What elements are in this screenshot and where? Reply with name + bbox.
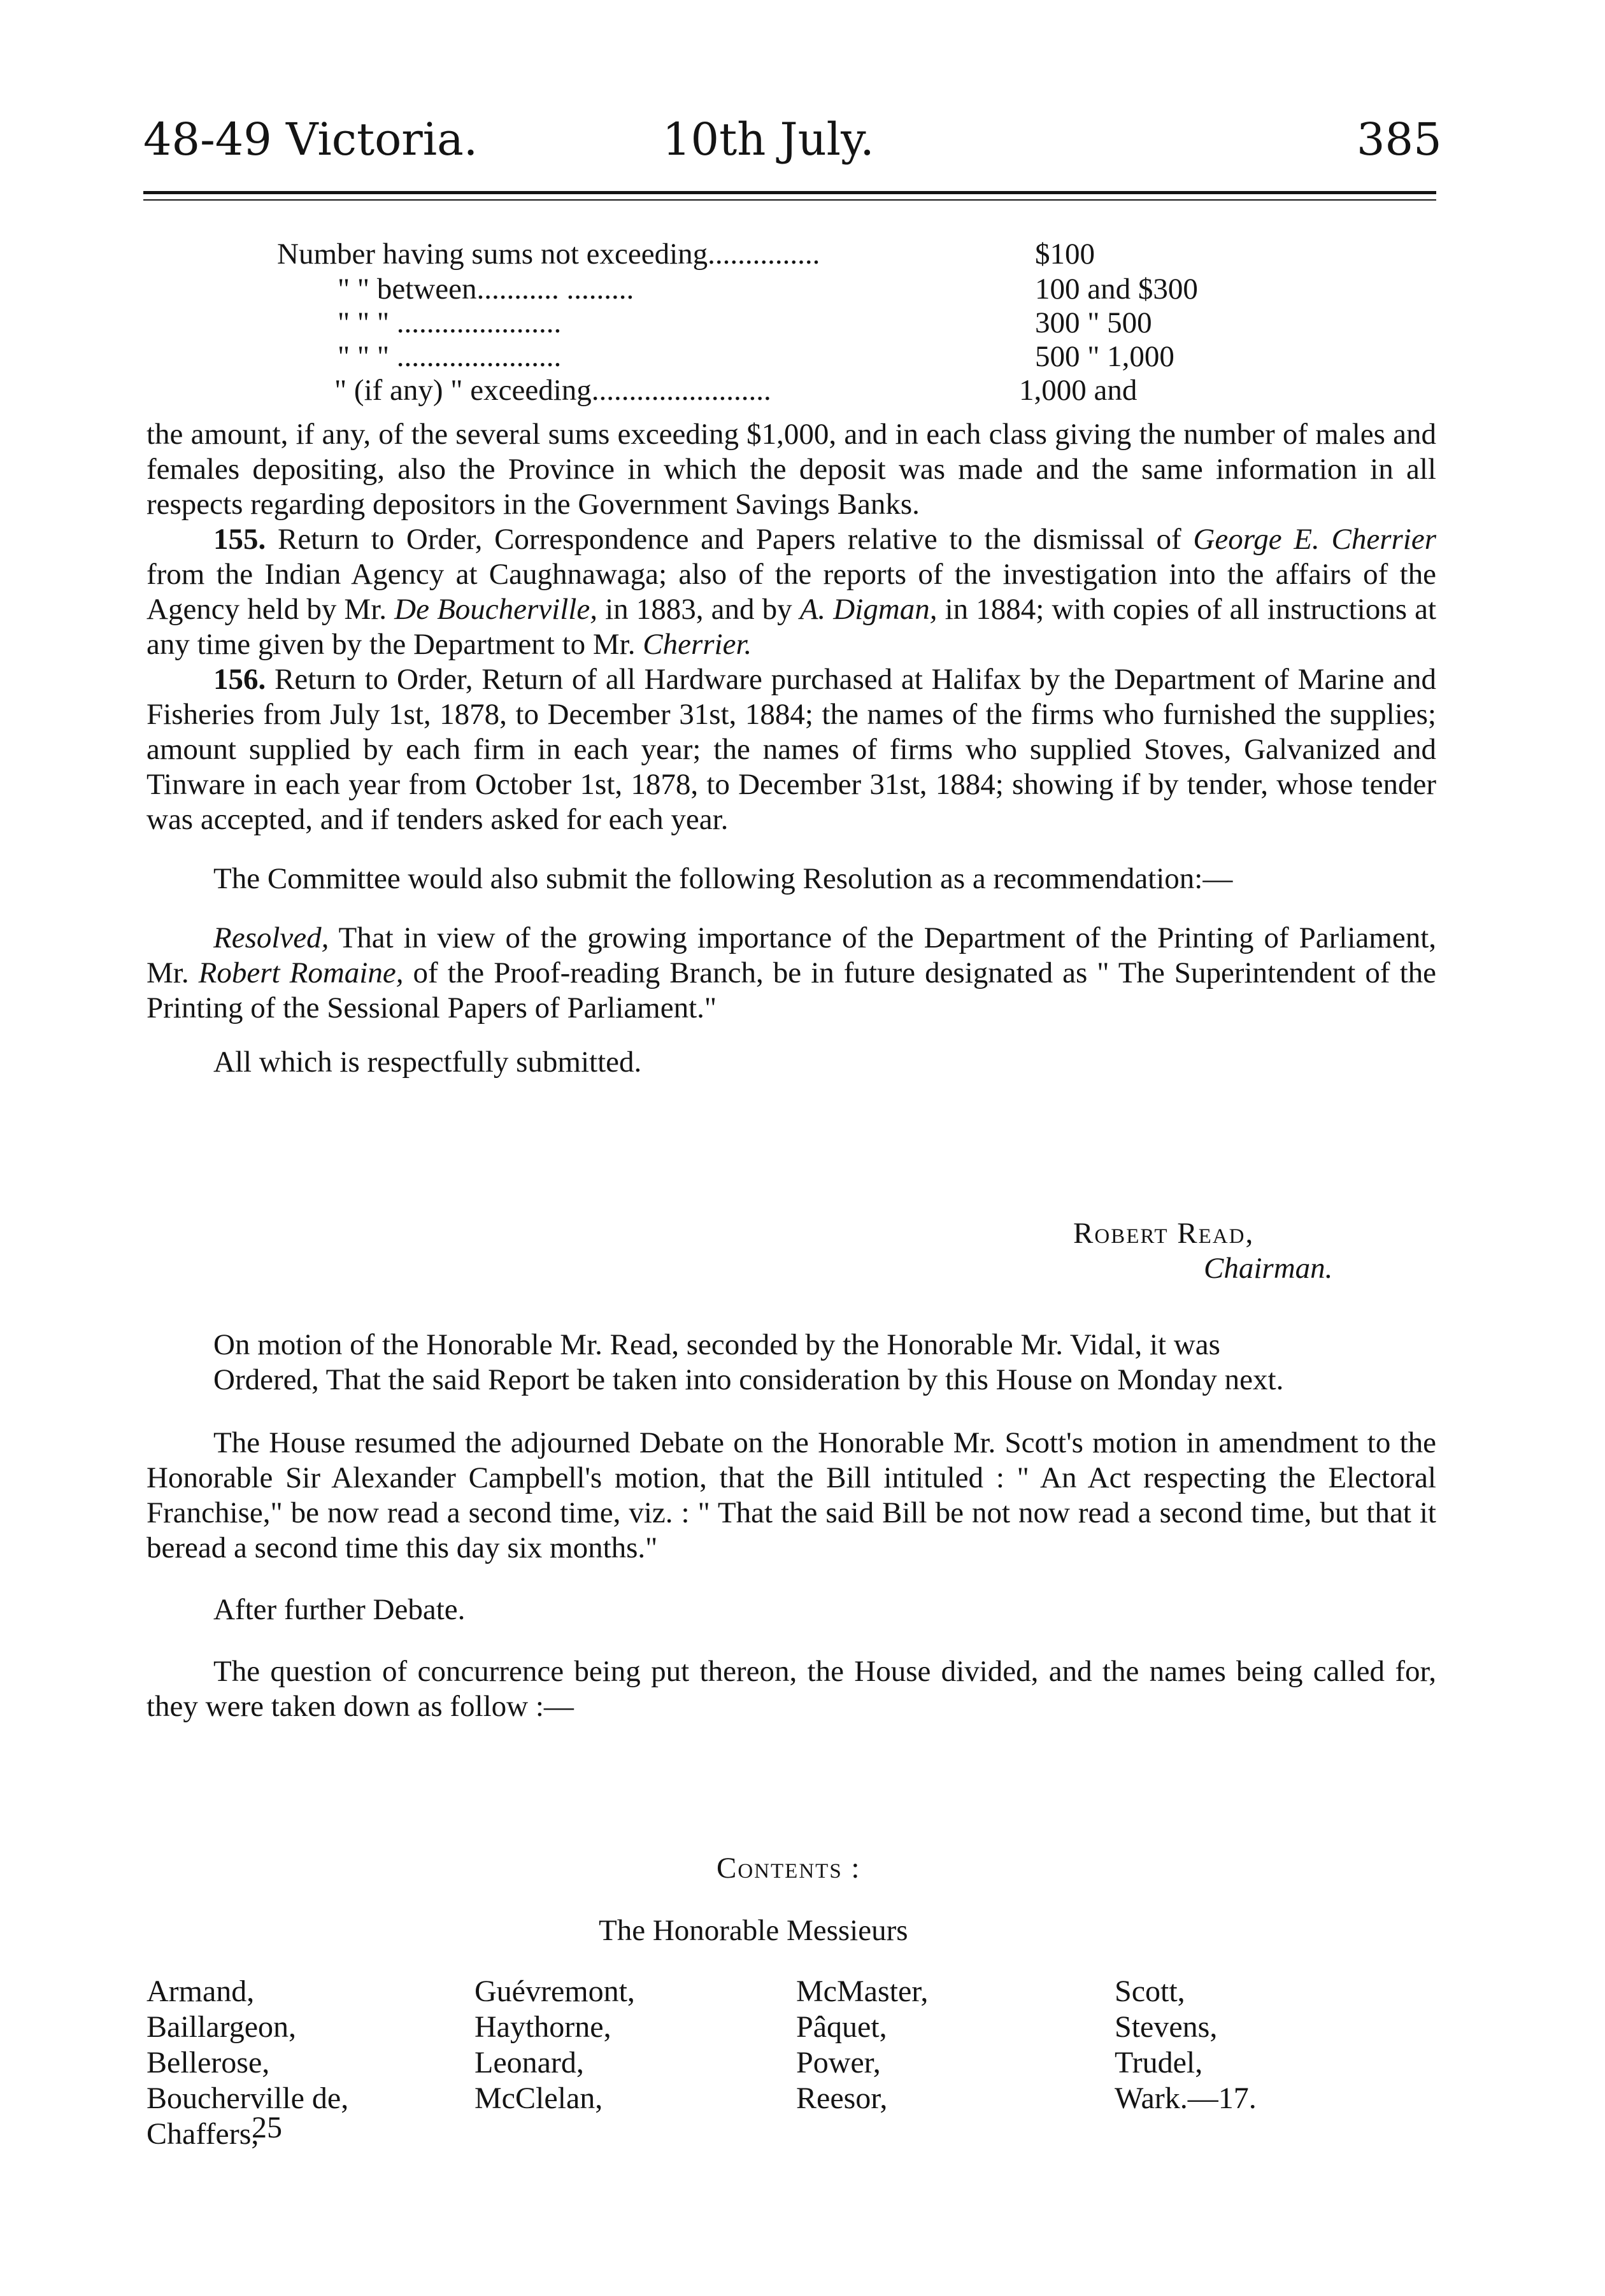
header-session: 48-49 Victoria. xyxy=(143,113,478,166)
member-name: Leonard, xyxy=(474,2046,584,2080)
messieurs-heading: The Honorable Messieurs xyxy=(599,1914,908,1947)
item-number: 156. xyxy=(213,663,266,696)
names-column-2 xyxy=(474,1974,635,2116)
signature-name: Robert Read, xyxy=(1073,1217,1255,1250)
paragraph-committee: The Committee would also submit the following Resolution as a recommendation:— xyxy=(213,862,1233,895)
paragraph-motion: On motion of the Honorable Mr. Read, seconded by the Honorable Mr. Vidal, it was xyxy=(213,1328,1220,1361)
contents-heading: Contents : xyxy=(717,1852,861,1885)
member-name: Wark.—17. xyxy=(1115,2081,1257,2115)
member-name: Guévremont, xyxy=(474,1974,635,2008)
item-number: 155. xyxy=(213,523,266,556)
member-name: McMaster, xyxy=(796,1974,929,2008)
signature-title: Chairman. xyxy=(1204,1252,1333,1285)
member-name: Haythorne, xyxy=(474,2010,611,2044)
paragraph-resolution: Resolved, That in view of the growing importance of the Department of the Printing of Parliament, Mr. Robert Romaine, of the Proof-reading Branch, be in future designated as " The Superintendent of the Printing of the Sessional Papers of Parliament." xyxy=(146,921,1437,1024)
paragraph-ordered: Ordered, That the said Report be taken into consideration by this House on Monday next. xyxy=(213,1363,1284,1396)
report-body xyxy=(146,417,1436,1080)
paragraph-question: The question of concurrence being put thereon, the House divided, and the names being called for, they were taken down as follow :— xyxy=(146,1655,1436,1723)
table-row: " " between........... ......... 100 and $300 xyxy=(338,273,1198,306)
member-name: Armand, xyxy=(146,1974,255,2008)
names-column-4 xyxy=(1115,1974,1257,2116)
member-name: Chaffers, xyxy=(146,2117,259,2151)
member-name: Bellerose, xyxy=(146,2046,270,2080)
header-rule-thick xyxy=(143,191,1436,194)
table-row: " " " ...................... 500 " 1,000 xyxy=(338,340,1174,373)
table-row: Number having sums not exceeding............... $100 xyxy=(277,237,1095,271)
table-row: " (if any) " exceeding........................ 1,000 and xyxy=(334,374,1138,407)
member-name: Stevens, xyxy=(1115,2010,1218,2044)
proceedings xyxy=(146,1328,1436,1724)
member-name: McClelan, xyxy=(474,2081,603,2115)
item-155: 155. Return to Order, Correspondence and Papers relative to the dismissal of George E. Cherrier from the Indian Agency at Caughnawaga; also of the reports of the investigation into the affairs of the Agency held by Mr. De Boucherville, in 1883, and by A. Digman, in 1884; with copies of all instructions at any time given by the Department to Mr. Cherrier. xyxy=(146,523,1437,661)
names-column-1 xyxy=(146,1974,348,2152)
member-name: Boucherville de, xyxy=(146,2081,349,2115)
printer-signature-mark: 25 xyxy=(252,2111,282,2144)
paragraph-submitted: All which is respectfully submitted. xyxy=(213,1045,642,1079)
table-row: " " " ...................... 300 " 500 xyxy=(338,306,1152,339)
member-name: Pâquet, xyxy=(796,2010,887,2044)
member-name: Trudel, xyxy=(1115,2046,1203,2080)
item-156: 156. Return to Order, Return of all Hardware purchased at Halifax by the Department of Marine and Fisheries from July 1st, 1878, to December 31st, 1884; the names of the firms who furnished the supplies; amount supplied by each firm in each year; the names of firms who supplied Stoves, Galvanized and Tinware in each year from October 1st, 1878, to December 31st, 1884; showing if by tender, whose tender was accepted, and if tenders asked for each year. xyxy=(146,663,1436,836)
member-name: Scott, xyxy=(1115,1974,1185,2008)
header-date: 10th July. xyxy=(662,113,874,166)
member-name: Baillargeon, xyxy=(146,2010,297,2044)
header-rule-thin xyxy=(143,199,1436,201)
running-header xyxy=(0,113,1605,183)
member-name: Reesor, xyxy=(796,2081,888,2115)
paragraph-after-debate: After further Debate. xyxy=(213,1593,466,1626)
paragraph-amount: the amount, if any, of the several sums exceeding $1,000, and in each class giving the number of males and females depositing, also the Province in which the deposit was made and the same information in all respects regarding depositors in the Government Savings Banks. xyxy=(146,418,1436,521)
member-name: Power, xyxy=(796,2046,881,2080)
page-number: 385 xyxy=(1357,113,1442,166)
names-column-3 xyxy=(796,1974,928,2116)
paragraph-debate: The House resumed the adjourned Debate on the Honorable Mr. Scott's motion in amendment to the Honorable Sir Alexander Campbell's motion, that the Bill intituled : " An Act respecting the Electoral Franchise," be now read a second time, viz. : " That the said Bill be not now read a second time, but that it beread a second time this day six months." xyxy=(146,1426,1436,1564)
